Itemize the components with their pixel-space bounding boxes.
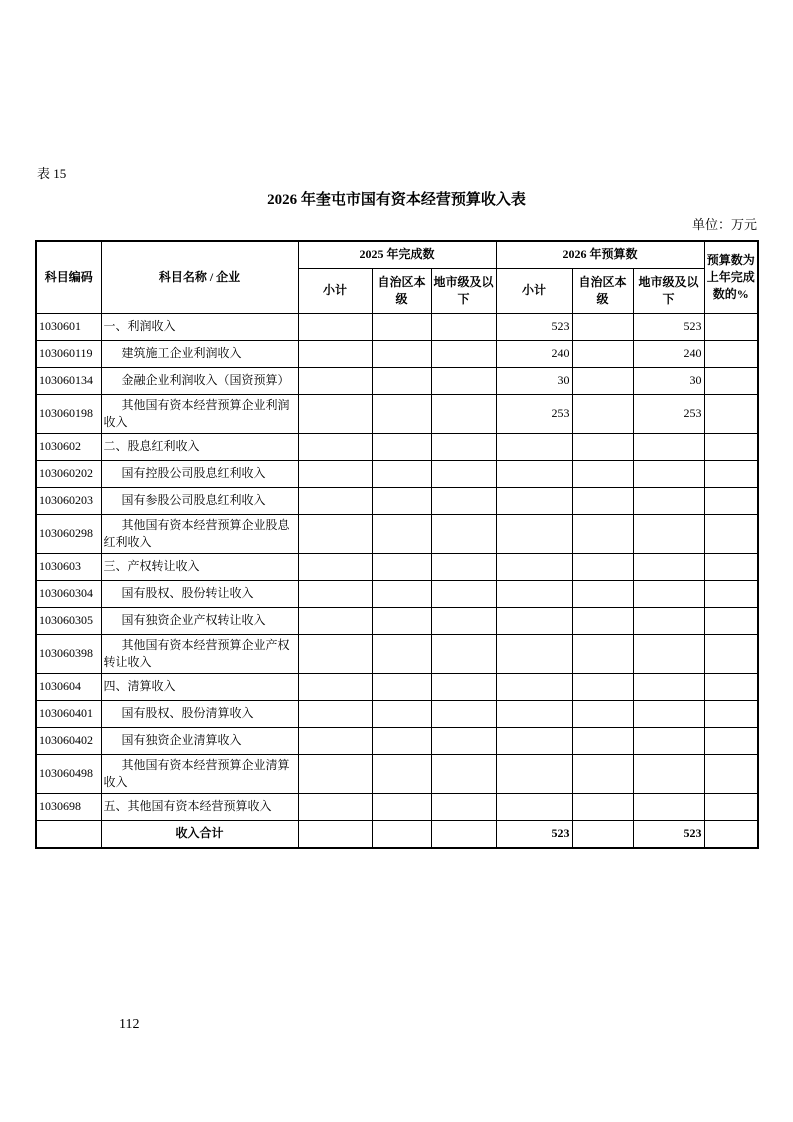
cell-subject-name: 其他国有资本经营预算企业利润收入 bbox=[101, 394, 298, 433]
cell-2026-subtotal bbox=[496, 634, 572, 673]
cell-subject-name: 其他国有资本经营预算企业产权转让收入 bbox=[101, 634, 298, 673]
total-2025-region-level bbox=[372, 820, 431, 848]
cell-ratio bbox=[704, 634, 758, 673]
cell-subject-code: 103060134 bbox=[36, 367, 101, 394]
cell-2026-region-level bbox=[572, 313, 633, 340]
cell-2025-city-level bbox=[431, 514, 496, 553]
cell-ratio bbox=[704, 433, 758, 460]
header-ratio: 预算数为上年完成数的% bbox=[704, 241, 758, 313]
cell-subject-code: 103060498 bbox=[36, 754, 101, 793]
cell-2026-region-level bbox=[572, 673, 633, 700]
budget-revenue-table bbox=[35, 240, 759, 849]
table-row bbox=[36, 460, 758, 487]
cell-2026-city-level: 30 bbox=[633, 367, 704, 394]
cell-2025-region-level bbox=[372, 754, 431, 793]
cell-2025-city-level bbox=[431, 727, 496, 754]
cell-subject-name: 国有股权、股份清算收入 bbox=[101, 700, 298, 727]
cell-2026-subtotal: 253 bbox=[496, 394, 572, 433]
table-body bbox=[36, 313, 758, 820]
cell-2026-region-level bbox=[572, 700, 633, 727]
total-label: 收入合计 bbox=[101, 820, 298, 848]
cell-subject-name: 金融企业利润收入（国资预算） bbox=[101, 367, 298, 394]
cell-2026-region-level bbox=[572, 634, 633, 673]
total-2025-city-level bbox=[431, 820, 496, 848]
cell-2025-city-level bbox=[431, 313, 496, 340]
cell-2025-city-level bbox=[431, 394, 496, 433]
cell-2026-region-level bbox=[572, 580, 633, 607]
table-row bbox=[36, 433, 758, 460]
cell-2025-region-level bbox=[372, 514, 431, 553]
cell-2025-region-level bbox=[372, 553, 431, 580]
table-row bbox=[36, 340, 758, 367]
cell-2025-subtotal bbox=[298, 580, 372, 607]
cell-subject-code: 1030603 bbox=[36, 553, 101, 580]
cell-2026-subtotal bbox=[496, 487, 572, 514]
cell-2025-region-level bbox=[372, 727, 431, 754]
cell-2025-subtotal bbox=[298, 460, 372, 487]
table-row bbox=[36, 394, 758, 433]
cell-ratio bbox=[704, 460, 758, 487]
cell-2026-region-level bbox=[572, 433, 633, 460]
table-row bbox=[36, 673, 758, 700]
cell-2025-subtotal bbox=[298, 553, 372, 580]
cell-2026-city-level: 253 bbox=[633, 394, 704, 433]
cell-2026-city-level bbox=[633, 514, 704, 553]
cell-2025-subtotal bbox=[298, 673, 372, 700]
cell-subject-name: 四、清算收入 bbox=[101, 673, 298, 700]
cell-2025-region-level bbox=[372, 673, 431, 700]
cell-2025-city-level bbox=[431, 553, 496, 580]
cell-2025-region-level bbox=[372, 487, 431, 514]
cell-2026-region-level bbox=[572, 754, 633, 793]
cell-2026-subtotal bbox=[496, 460, 572, 487]
header-2025-subtotal: 小计 bbox=[298, 268, 372, 313]
cell-2025-city-level bbox=[431, 460, 496, 487]
cell-2026-subtotal bbox=[496, 700, 572, 727]
cell-2026-region-level bbox=[572, 487, 633, 514]
cell-2026-city-level: 240 bbox=[633, 340, 704, 367]
cell-2026-subtotal bbox=[496, 727, 572, 754]
cell-2026-city-level bbox=[633, 700, 704, 727]
header-subject-name: 科目名称 / 企业 bbox=[101, 241, 298, 313]
table-row bbox=[36, 727, 758, 754]
table-row bbox=[36, 607, 758, 634]
table-row bbox=[36, 553, 758, 580]
cell-subject-name: 国有独资企业产权转让收入 bbox=[101, 607, 298, 634]
cell-2025-city-level bbox=[431, 673, 496, 700]
cell-subject-name: 二、股息红利收入 bbox=[101, 433, 298, 460]
cell-2026-subtotal bbox=[496, 553, 572, 580]
cell-2026-region-level bbox=[572, 793, 633, 820]
cell-2026-city-level bbox=[633, 673, 704, 700]
header-subject-code: 科目编码 bbox=[36, 241, 101, 313]
cell-2025-city-level bbox=[431, 487, 496, 514]
cell-ratio bbox=[704, 367, 758, 394]
page-number: 112 bbox=[119, 1017, 140, 1032]
total-2025-subtotal bbox=[298, 820, 372, 848]
cell-2025-city-level bbox=[431, 754, 496, 793]
cell-subject-code: 1030601 bbox=[36, 313, 101, 340]
cell-2025-region-level bbox=[372, 634, 431, 673]
header-group-2025-completed: 2025 年完成数 bbox=[298, 241, 496, 268]
cell-ratio bbox=[704, 727, 758, 754]
cell-subject-name: 三、产权转让收入 bbox=[101, 553, 298, 580]
cell-subject-code: 103060402 bbox=[36, 727, 101, 754]
cell-ratio bbox=[704, 700, 758, 727]
cell-2025-subtotal bbox=[298, 727, 372, 754]
cell-2026-region-level bbox=[572, 340, 633, 367]
total-2026-city-level: 523 bbox=[633, 820, 704, 848]
cell-2025-subtotal bbox=[298, 634, 372, 673]
cell-ratio bbox=[704, 487, 758, 514]
cell-subject-code: 103060202 bbox=[36, 460, 101, 487]
cell-2026-region-level bbox=[572, 514, 633, 553]
table-row bbox=[36, 754, 758, 793]
cell-2026-region-level bbox=[572, 460, 633, 487]
cell-2025-subtotal bbox=[298, 607, 372, 634]
cell-subject-name: 其他国有资本经营预算企业股息红利收入 bbox=[101, 514, 298, 553]
cell-2026-city-level bbox=[633, 727, 704, 754]
cell-2025-city-level bbox=[431, 367, 496, 394]
cell-2026-region-level bbox=[572, 394, 633, 433]
unit-note: 单位：万元 bbox=[691, 217, 757, 232]
cell-2025-region-level bbox=[372, 394, 431, 433]
cell-2026-subtotal bbox=[496, 793, 572, 820]
cell-2025-subtotal bbox=[298, 487, 372, 514]
total-row bbox=[36, 820, 758, 848]
cell-subject-code: 103060401 bbox=[36, 700, 101, 727]
cell-subject-name: 国有股权、股份转让收入 bbox=[101, 580, 298, 607]
cell-2025-subtotal bbox=[298, 433, 372, 460]
cell-2026-region-level bbox=[572, 367, 633, 394]
cell-2026-city-level: 523 bbox=[633, 313, 704, 340]
cell-subject-code: 103060304 bbox=[36, 580, 101, 607]
header-group-2026-budget: 2026 年预算数 bbox=[496, 241, 704, 268]
cell-2026-subtotal bbox=[496, 673, 572, 700]
cell-ratio bbox=[704, 793, 758, 820]
cell-2026-city-level bbox=[633, 754, 704, 793]
cell-2025-city-level bbox=[431, 700, 496, 727]
cell-2025-city-level bbox=[431, 580, 496, 607]
table-row bbox=[36, 580, 758, 607]
table-row bbox=[36, 700, 758, 727]
cell-2025-region-level bbox=[372, 607, 431, 634]
cell-2026-city-level bbox=[633, 793, 704, 820]
cell-2025-subtotal bbox=[298, 754, 372, 793]
table-row bbox=[36, 367, 758, 394]
cell-subject-code: 103060198 bbox=[36, 394, 101, 433]
cell-2026-subtotal: 240 bbox=[496, 340, 572, 367]
cell-subject-name: 一、利润收入 bbox=[101, 313, 298, 340]
total-2026-region-level bbox=[572, 820, 633, 848]
cell-2026-city-level bbox=[633, 553, 704, 580]
cell-2025-city-level bbox=[431, 433, 496, 460]
cell-2025-region-level bbox=[372, 793, 431, 820]
cell-2026-region-level bbox=[572, 607, 633, 634]
cell-ratio bbox=[704, 340, 758, 367]
cell-2025-city-level bbox=[431, 340, 496, 367]
cell-2025-region-level bbox=[372, 460, 431, 487]
cell-ratio bbox=[704, 313, 758, 340]
table-row bbox=[36, 793, 758, 820]
cell-2025-region-level bbox=[372, 313, 431, 340]
cell-2025-subtotal bbox=[298, 700, 372, 727]
cell-ratio bbox=[704, 514, 758, 553]
cell-2025-region-level bbox=[372, 580, 431, 607]
cell-2026-subtotal bbox=[496, 754, 572, 793]
cell-ratio bbox=[704, 580, 758, 607]
header-2025-city-level: 地市级及以下 bbox=[431, 268, 496, 313]
cell-subject-name: 国有参股公司股息红利收入 bbox=[101, 487, 298, 514]
table-row bbox=[36, 634, 758, 673]
cell-subject-code: 103060203 bbox=[36, 487, 101, 514]
cell-subject-name: 其他国有资本经营预算企业清算收入 bbox=[101, 754, 298, 793]
cell-ratio bbox=[704, 673, 758, 700]
cell-2026-region-level bbox=[572, 553, 633, 580]
header-2026-subtotal: 小计 bbox=[496, 268, 572, 313]
cell-2025-subtotal bbox=[298, 340, 372, 367]
cell-ratio bbox=[704, 394, 758, 433]
cell-ratio bbox=[704, 553, 758, 580]
total-ratio bbox=[704, 820, 758, 848]
cell-2026-city-level bbox=[633, 634, 704, 673]
cell-ratio bbox=[704, 607, 758, 634]
cell-2025-region-level bbox=[372, 433, 431, 460]
cell-subject-code: 103060398 bbox=[36, 634, 101, 673]
cell-2026-region-level bbox=[572, 727, 633, 754]
cell-2026-subtotal: 30 bbox=[496, 367, 572, 394]
cell-2025-subtotal bbox=[298, 793, 372, 820]
cell-subject-name: 建筑施工企业利润收入 bbox=[101, 340, 298, 367]
cell-subject-code: 1030602 bbox=[36, 433, 101, 460]
cell-2026-subtotal bbox=[496, 580, 572, 607]
cell-2025-subtotal bbox=[298, 367, 372, 394]
page-title: 2026 年奎屯市国有资本经营预算收入表 bbox=[267, 192, 526, 208]
cell-2026-subtotal bbox=[496, 514, 572, 553]
cell-2025-region-level bbox=[372, 340, 431, 367]
total-cell-code bbox=[36, 820, 101, 848]
header-row-groups bbox=[36, 241, 758, 268]
cell-subject-name: 五、其他国有资本经营预算收入 bbox=[101, 793, 298, 820]
cell-subject-name: 国有独资企业清算收入 bbox=[101, 727, 298, 754]
header-2025-region-level: 自治区本级 bbox=[372, 268, 431, 313]
header-2026-city-level: 地市级及以下 bbox=[633, 268, 704, 313]
cell-subject-code: 103060119 bbox=[36, 340, 101, 367]
cell-2026-subtotal bbox=[496, 607, 572, 634]
total-2026-subtotal: 523 bbox=[496, 820, 572, 848]
cell-subject-code: 103060305 bbox=[36, 607, 101, 634]
table-row bbox=[36, 487, 758, 514]
cell-2026-city-level bbox=[633, 460, 704, 487]
cell-2025-city-level bbox=[431, 634, 496, 673]
cell-2025-subtotal bbox=[298, 514, 372, 553]
cell-2025-city-level bbox=[431, 793, 496, 820]
cell-2025-city-level bbox=[431, 607, 496, 634]
cell-2025-region-level bbox=[372, 700, 431, 727]
table-row bbox=[36, 514, 758, 553]
cell-2026-subtotal: 523 bbox=[496, 313, 572, 340]
cell-subject-code: 103060298 bbox=[36, 514, 101, 553]
cell-2025-subtotal bbox=[298, 394, 372, 433]
cell-2026-city-level bbox=[633, 580, 704, 607]
header-2026-region-level: 自治区本级 bbox=[572, 268, 633, 313]
cell-subject-name: 国有控股公司股息红利收入 bbox=[101, 460, 298, 487]
cell-2025-region-level bbox=[372, 367, 431, 394]
cell-2026-city-level bbox=[633, 487, 704, 514]
cell-2026-subtotal bbox=[496, 433, 572, 460]
cell-2026-city-level bbox=[633, 607, 704, 634]
table-row bbox=[36, 313, 758, 340]
cell-ratio bbox=[704, 754, 758, 793]
cell-2026-city-level bbox=[633, 433, 704, 460]
cell-subject-code: 1030604 bbox=[36, 673, 101, 700]
cell-subject-code: 1030698 bbox=[36, 793, 101, 820]
cell-2025-subtotal bbox=[298, 313, 372, 340]
table-label: 表 15 bbox=[37, 166, 67, 181]
